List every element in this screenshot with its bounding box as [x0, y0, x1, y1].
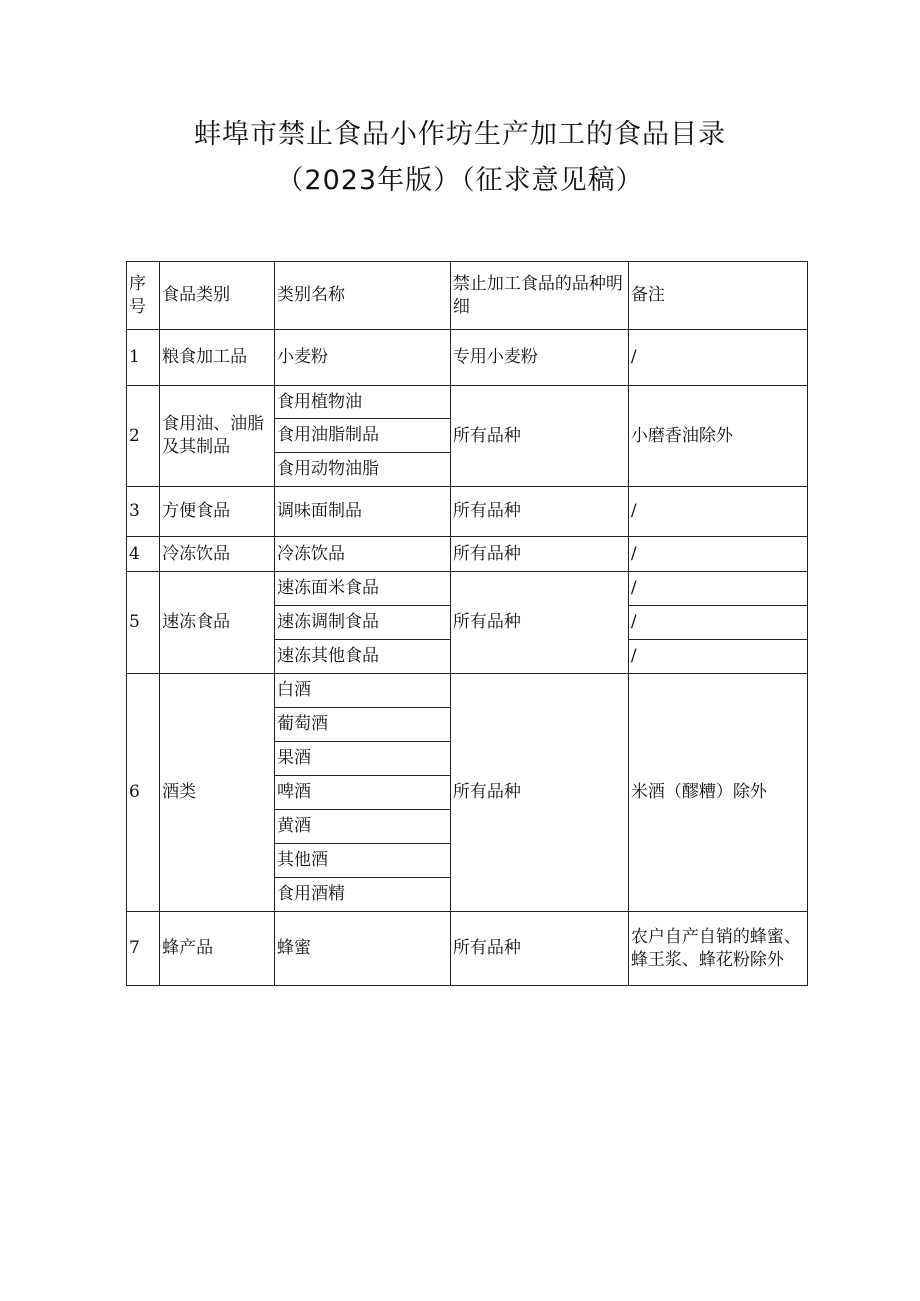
cell-category-name: 调味面制品: [274, 487, 450, 537]
cell-category-name: 速冻调制食品: [274, 606, 450, 640]
cell-remarks: /: [628, 487, 807, 537]
cell-category-name: 白酒: [274, 674, 450, 708]
cell-seq: 2: [127, 386, 160, 487]
cell-varieties: 所有品种: [450, 487, 628, 537]
cell-category-name: 蜂蜜: [274, 912, 450, 986]
cell-varieties: 专用小麦粉: [450, 330, 628, 386]
cell-varieties: 所有品种: [450, 674, 628, 912]
table-row: [127, 330, 808, 386]
food-catalog-table: [126, 261, 808, 986]
cell-remarks: /: [628, 640, 807, 674]
cell-category-name: 食用油脂制品: [274, 419, 450, 453]
cell-category-name: 果酒: [274, 742, 450, 776]
cell-remarks: /: [628, 572, 807, 606]
cell-varieties: 所有品种: [450, 572, 628, 674]
table-header-row: [127, 262, 808, 330]
cell-category-name: 啤酒: [274, 776, 450, 810]
cell-category-name: 其他酒: [274, 844, 450, 878]
cell-category-name: 食用酒精: [274, 878, 450, 912]
header-category: 食品类别: [160, 262, 275, 330]
cell-seq: 6: [127, 674, 160, 912]
cell-category-name: 速冻面米食品: [274, 572, 450, 606]
cell-seq: 7: [127, 912, 160, 986]
table-row: [127, 537, 808, 572]
cell-category-name: 食用动物油脂: [274, 453, 450, 487]
page-subtitle: （2023年版）（征求意见稿）: [276, 165, 644, 196]
cell-category-name: 葡萄酒: [274, 708, 450, 742]
cell-category-name: 速冻其他食品: [274, 640, 450, 674]
table-row: [127, 487, 808, 537]
cell-remarks: 小磨香油除外: [628, 386, 807, 487]
cell-seq: 3: [127, 487, 160, 537]
cell-remarks: /: [628, 606, 807, 640]
cell-remarks: 农户自产自销的蜂蜜、蜂王浆、蜂花粉除外: [628, 912, 807, 986]
cell-varieties: 所有品种: [450, 537, 628, 572]
header-seq: 序号: [127, 262, 160, 330]
cell-category-name: 冷冻饮品: [274, 537, 450, 572]
cell-varieties: 所有品种: [450, 386, 628, 487]
table-row: [127, 386, 808, 419]
cell-category: 速冻食品: [160, 572, 275, 674]
cell-category: 粮食加工品: [160, 330, 275, 386]
cell-seq: 4: [127, 537, 160, 572]
cell-category-name: 食用植物油: [274, 386, 450, 419]
cell-category: 食用油、油脂及其制品: [160, 386, 275, 487]
cell-seq: 5: [127, 572, 160, 674]
cell-category-name: 小麦粉: [274, 330, 450, 386]
cell-seq: 1: [127, 330, 160, 386]
cell-category: 蜂产品: [160, 912, 275, 986]
cell-remarks: /: [628, 330, 807, 386]
cell-category: 酒类: [160, 674, 275, 912]
header-varieties: 禁止加工食品的品种明细: [450, 262, 628, 330]
header-category-name: 类别名称: [274, 262, 450, 330]
cell-remarks: 米酒（醪糟）除外: [628, 674, 807, 912]
cell-remarks: /: [628, 537, 807, 572]
table-row: [127, 572, 808, 606]
page-title: 蚌埠市禁止食品小作坊生产加工的食品目录: [194, 119, 726, 150]
cell-category: 冷冻饮品: [160, 537, 275, 572]
cell-category: 方便食品: [160, 487, 275, 537]
cell-varieties: 所有品种: [450, 912, 628, 986]
cell-category-name: 黄酒: [274, 810, 450, 844]
header-remarks: 备注: [628, 262, 807, 330]
table-row: [127, 674, 808, 708]
table-row: [127, 912, 808, 986]
